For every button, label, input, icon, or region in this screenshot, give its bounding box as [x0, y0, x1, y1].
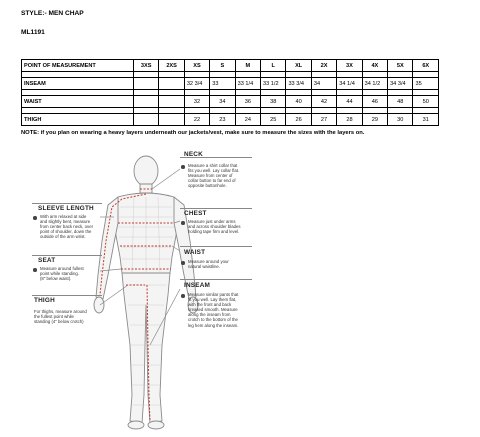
- table-cell: 44: [337, 96, 362, 108]
- table-cell: 26: [286, 114, 311, 126]
- size-header: XL: [286, 60, 311, 72]
- table-cell: [134, 114, 159, 126]
- table-cell: 27: [311, 114, 336, 126]
- table-cell: 34: [311, 78, 336, 90]
- table-cell: [134, 78, 159, 90]
- measurement-guide: [0, 145, 480, 437]
- table-cell: 48: [388, 96, 413, 108]
- table-row: [22, 78, 439, 90]
- table-cell: 46: [362, 96, 387, 108]
- guide-divider: [180, 246, 252, 247]
- table-cell: 22: [184, 114, 209, 126]
- neck-title: NECK: [184, 151, 203, 158]
- table-cell: 38: [261, 96, 286, 108]
- table-cell: [159, 96, 184, 108]
- size-chart-table: [21, 59, 439, 126]
- table-cell: 32 3/4: [184, 78, 209, 90]
- waist-title: WAIST: [184, 249, 206, 256]
- table-cell: 33 3/4: [286, 78, 311, 90]
- table-cell: 31: [413, 114, 439, 126]
- table-cell: 32: [184, 96, 209, 108]
- bullet-icon: [181, 221, 185, 225]
- seat-title: SEAT: [38, 257, 56, 264]
- guide-divider: [180, 279, 252, 280]
- table-cell: 23: [210, 114, 235, 126]
- table-cell: 33 1/2: [261, 78, 286, 90]
- table-cell: 34: [210, 96, 235, 108]
- chest-instructions: Measure just under arms and across shoulder blades holding tape firm and level.: [188, 219, 241, 235]
- size-header: 2XS: [159, 60, 184, 72]
- row-label: INSEAM: [22, 78, 134, 90]
- chest-title: CHEST: [184, 210, 207, 217]
- table-cell: 33 1/4: [235, 78, 260, 90]
- table-cell: 42: [311, 96, 336, 108]
- table-cell: 50: [413, 96, 439, 108]
- table-cell: 33: [210, 78, 235, 90]
- table-cell: [134, 96, 159, 108]
- neck-instructions: Measure a shirt collar that fits you well. Lay collar flat. Measure from center of collar button to far end of opposite buttonhole.: [188, 163, 240, 189]
- size-header: XS: [184, 60, 209, 72]
- guide-divider: [32, 255, 102, 256]
- size-header: 5X: [388, 60, 413, 72]
- table-cell: 40: [286, 96, 311, 108]
- guide-divider: [32, 203, 102, 204]
- table-row: [22, 96, 439, 108]
- bullet-icon: [181, 294, 185, 298]
- table-cell: 34 1/2: [362, 78, 387, 90]
- product-code: ML1191: [21, 29, 45, 36]
- size-header: M: [235, 60, 260, 72]
- row-label: WAIST: [22, 96, 134, 108]
- table-cell: [159, 78, 184, 90]
- table-cell: 29: [362, 114, 387, 126]
- size-header: 3XS: [134, 60, 159, 72]
- guide-divider: [180, 208, 252, 209]
- table-cell: 34 3/4: [388, 78, 413, 90]
- size-header: S: [210, 60, 235, 72]
- waist-instructions: Measure around your natural waistline.: [188, 259, 229, 270]
- size-header: 3X: [337, 60, 362, 72]
- seat-instructions: Measure around fullest point while standing. (8" below waist).: [40, 266, 84, 282]
- table-cell: 34 1/4: [337, 78, 362, 90]
- table-cell: 30: [388, 114, 413, 126]
- size-header: 2X: [311, 60, 336, 72]
- body-figure-illustration: [0, 145, 480, 437]
- bullet-icon: [181, 165, 185, 169]
- thigh-instructions: For thighs, measure around the fullest point while standing (4" below crotch): [34, 309, 87, 325]
- layering-note: NOTE: if you plan on wearing a heavy layers underneath our jackets/vest, make sure to measure the sizes with the layers on.: [21, 130, 365, 136]
- table-cell: 36: [235, 96, 260, 108]
- sleeve-length-title: SLEEVE LENGTH: [38, 205, 94, 212]
- table-cell: 28: [337, 114, 362, 126]
- table-cell: 25: [261, 114, 286, 126]
- table-cell: 35: [413, 78, 439, 90]
- table-cell: [159, 114, 184, 126]
- size-header: L: [261, 60, 286, 72]
- bullet-icon: [181, 261, 185, 265]
- bullet-icon: [33, 268, 37, 272]
- table-header-row: [22, 60, 439, 72]
- style-title: STYLE:- MEN CHAP: [21, 10, 84, 17]
- sleeve-length-instructions: With arm relaxed at side and slightly bent, measure from center back neck, over point of shoulder, down the outside of the arm wrist.: [40, 214, 94, 240]
- bullet-icon: [33, 216, 37, 220]
- point-of-measurement-header: POINT OF MEASUREMENT: [22, 60, 134, 72]
- inseam-instructions: Measure similar pants that fit you well. Lay them flat, with the front and back creased smooth. Measure along the inseam from crotch to the bottom of the leg hem along the inseam.: [188, 292, 239, 328]
- size-header: 6X: [413, 60, 439, 72]
- size-header: 4X: [362, 60, 387, 72]
- table-cell: 24: [235, 114, 260, 126]
- table-row: [22, 114, 439, 126]
- thigh-title: THIGH: [34, 297, 55, 304]
- inseam-title: INSEAM: [184, 282, 211, 289]
- guide-divider: [32, 295, 102, 296]
- row-label: THIGH: [22, 114, 134, 126]
